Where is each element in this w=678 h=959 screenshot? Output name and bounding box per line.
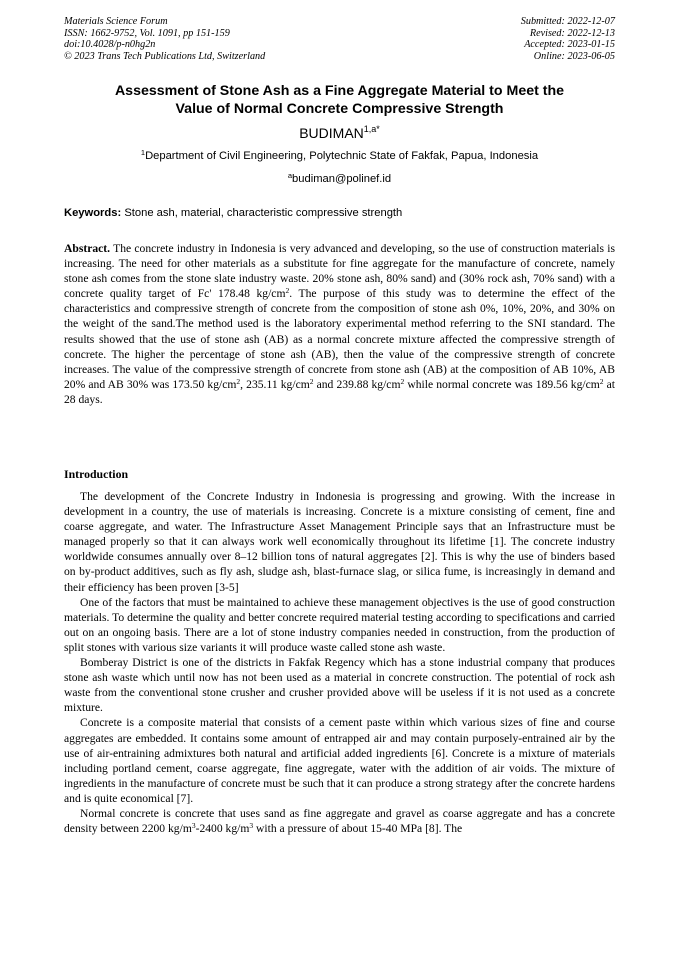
online-date: Online: 2023-06-05 (533, 50, 615, 62)
accepted-date: Accepted: 2023-01-15 (524, 39, 615, 51)
submitted-date: Submitted: 2022-12-07 (520, 16, 615, 27)
intro-paragraph-1: The development of the Concrete Industry in Indonesia is progressing and growing. With the increase in development in a country, the use of materials is increasing. Concrete is a mixture consisting of cement, fine and coarse aggregate, and water. The Infrastructure Asset Management Principle says that an Infrastructure must be managed properly so that it can always work well economically throughout its lifetime [1]. The concrete industry worldwide consumes annually over 8–12 billion tons of natural aggregates [2]. This is why the use of binders based on by-product additives, such as fly ash, sludge ash, blast-furnace slag, or silica fume, is increasingly in demand and their efficiency has been proven [3-5] (64, 490, 615, 594)
journal-name: Materials Science Forum (64, 16, 168, 27)
issn-line: ISSN: 1662-9752, Vol. 1091, pp 151-159 (64, 27, 230, 39)
journal-header-left (64, 16, 265, 62)
unit-superscript: 2 (400, 376, 405, 386)
author-email (64, 172, 615, 186)
abstract-text-1: The concrete industry in Indonesia is very advanced and developing, so the use of construction materials is increasing. The need for other materials as a substitute for fine aggregate for the manufacture of concrete, namely stone ash comes from the stone slate industry waste. 20% stone ash, 80% sand) and (30% rock ash, 70% sand) with a concrete quality target of Fc' 178.48 kg/cm (64, 242, 615, 301)
unit-superscript: 2 (599, 376, 604, 386)
author-superscript: 1,a* (363, 124, 380, 134)
abstract-text-5: while normal concrete was 189.56 kg/cm (404, 377, 600, 391)
unit-superscript: 2 (309, 376, 314, 386)
intro-p5-text-1: Normal concrete is concrete that uses sand as fine aggregate and gravel as coarse aggregate and has a concrete density between 2200 kg/m (64, 806, 615, 836)
intro-paragraph-2: One of the factors that must be maintained to achieve these management objectives is the use of good construction materials. To determine the quality and better concrete required material testing according to specifications and carried out on an ongoing basis. There are a lot of stone industry companies needed in construction, from the production of split stones with various size variants it will produce waste called stone ash waste. (64, 595, 615, 654)
abstract-text-3: , 235.11 kg/cm (240, 377, 310, 391)
keywords-label: Keywords: (64, 207, 122, 219)
revised-date: Revised: 2022-12-13 (529, 27, 615, 39)
abstract-text-6: at 28 days. (64, 377, 616, 406)
paper-title (64, 82, 615, 118)
affiliation-text: Department of Civil Engineering, Polytechnic State of Fakfak, Papua, Indonesia (145, 150, 539, 162)
intro-paragraph-4: Concrete is a composite material that consists of a cement paste within which various sizes of fine and course aggregates are embedded. It contains some amount of entrapped air and may contain purposely-entrained air by the use of air-entraining admixtures both natural and artificial added ingredients [6]. Concrete is a mixture of materials including portland cement, coarse aggregate, fine aggregate, water with the addition of air voids. The mixture of ingredients in the manufacture of concrete must be such that it can produce a strong strategy after the concrete hardens and is quite economical [7]. (64, 716, 615, 805)
intro-p5-text-2: -2400 kg/m (195, 822, 250, 836)
unit-superscript: 2 (285, 286, 290, 296)
abstract-text-4: and 239.88 kg/cm (313, 377, 401, 391)
affiliation-marker: 1 (140, 148, 146, 157)
introduction-body (64, 489, 615, 836)
unit-superscript: 3 (191, 821, 196, 831)
author-name: BUDIMAN (299, 125, 364, 141)
unit-superscript: 3 (249, 821, 254, 831)
intro-paragraph-5 (64, 806, 615, 836)
keywords-text: Stone ash, material, characteristic compressive strength (124, 207, 403, 219)
intro-p5-text-3: with a pressure of about 15-40 MPa [8]. The (253, 822, 463, 836)
abstract-label: Abstract. (64, 242, 111, 255)
copyright-line: © 2023 Trans Tech Publications Ltd, Switzerland (64, 50, 266, 62)
intro-paragraph-3: Bomberay District is one of the districts in Fakfak Regency which has a stone industrial company that produces stone ash waste which until now has not been used as a material in concrete construction. The potential of rock ash waste from the conventional stone crusher and crusher provided above will be useless if it is not used as a concrete mixture. (64, 656, 615, 715)
title-line-1: Assessment of Stone Ash as a Fine Aggregate Material to Meet the (114, 83, 565, 99)
unit-superscript: 2 (236, 376, 241, 386)
email-marker: a (287, 171, 293, 180)
abstract-text-2: . The purpose of this study was to determine the effect of the characteristics and compressive strength of concrete from the composition of stone ash 0%, 10%, 20%, and 30% on the weight of the sand.The method used is the laboratory experimental method referring to the SNI standard. The results showed that the use of stone ash (AB) as a normal concrete mixture affected the compressive strength of concrete. The higher the percentage of stone ash (AB), then the value of the compressive strength of concrete increases. The value of the compressive strength of concrete from stone ash (AB) at the composition of AB 10%, AB 20% and AB 30% was 173.50 kg/cm (64, 287, 616, 391)
email-text: budiman@polinef.id (292, 173, 392, 185)
title-line-2: Value of Normal Concrete Compressive Strength (175, 101, 504, 117)
doi-line: doi:10.4028/p-n0hg2n (64, 39, 156, 51)
abstract (64, 241, 615, 407)
journal-header-right (521, 16, 615, 62)
affiliation (64, 149, 615, 163)
introduction-heading: Introduction (64, 467, 129, 481)
keywords (64, 206, 615, 220)
author-line (64, 124, 615, 142)
